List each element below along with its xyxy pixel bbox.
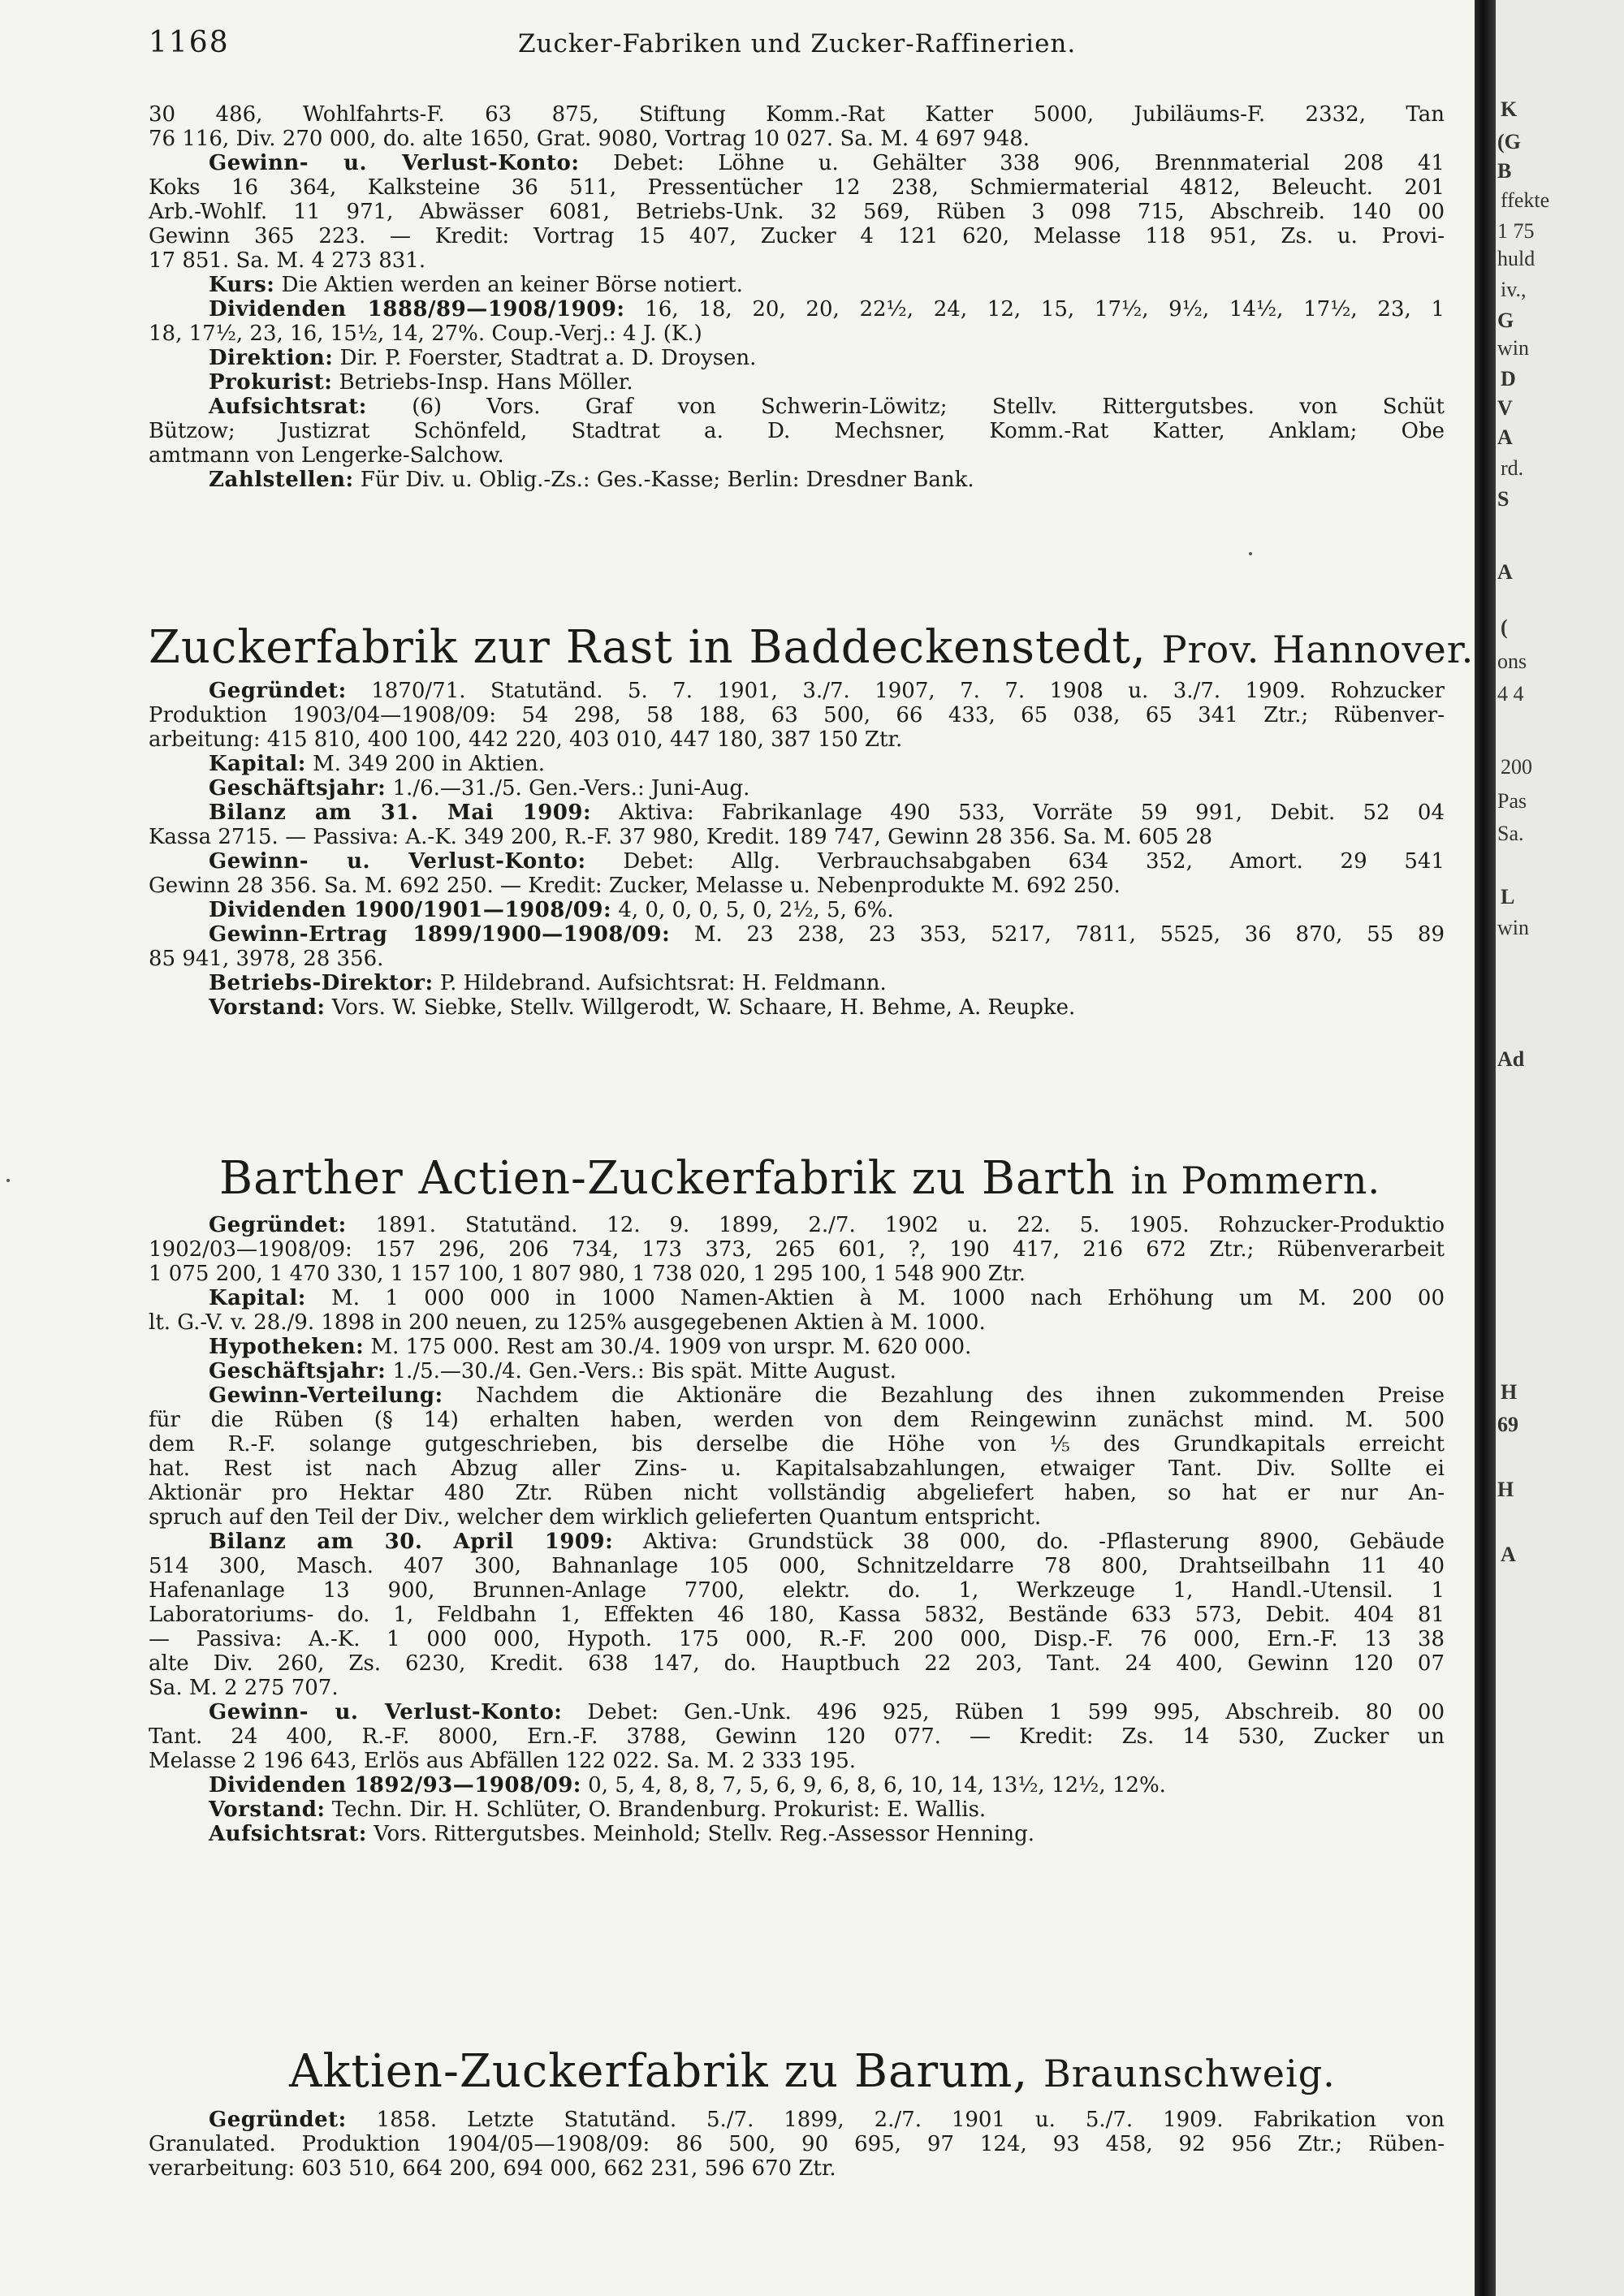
right-page-fragment: win <box>1497 916 1529 939</box>
field-key: Hypotheken: <box>209 1335 365 1359</box>
company-name: Zuckerfabrik zur Rast in Baddeckenstedt, <box>149 621 1147 674</box>
field-key: Bilanz am 30. April 1909: <box>209 1530 614 1554</box>
text-line: spruch auf den Teil der Div., welcher dem wirklich gelieferten Quantum entspricht. <box>149 1505 1042 1530</box>
text-line: Gewinn-Verteilung: Nachdem die Aktionäre die Bezahlung des ihnen zukommenden Preise <box>209 1383 1445 1408</box>
text-line: verarbeitung: 603 510, 664 200, 694 000, 662 231, 596 670 Ztr. <box>149 2156 836 2181</box>
text-line: Hafenanlage 13 900, Brunnen-Anlage 7700, elektr. do. 1, Werkzeuge 1, Handl.-Utensil. 1 <box>149 1578 1445 1603</box>
text-line: 1 075 200, 1 470 330, 1 157 100, 1 807 980, 1 738 020, 1 295 100, 1 548 900 Ztr. <box>149 1262 1026 1286</box>
field-key: Vorstand: <box>209 1798 326 1822</box>
print-speck <box>6 1179 10 1182</box>
text-line: Hypotheken: M. 175 000. Rest am 30./4. 1909 von urspr. M. 620 000. <box>209 1335 972 1359</box>
field-key: Gegründet: <box>209 2108 347 2132</box>
field-key: Gewinn- u. Verlust-Konto: <box>209 151 580 175</box>
text-line: Granulated. Produktion 1904/05—1908/09: 86 500, 90 695, 97 124, 93 458, 92 956 Ztr.; Rüben- <box>149 2132 1445 2156</box>
text-line: Gewinn 365 223. — Kredit: Vortrag 15 407, Zucker 4 121 620, Melasse 118 951, Zs. u. Provi- <box>149 224 1445 248</box>
text-line: Dividenden 1900/1901—1908/09: 4, 0, 0, 0, 5, 0, 2½, 5, 6%. <box>209 898 894 922</box>
text-line: Koks 16 364, Kalksteine 36 511, Pressentücher 12 238, Schmiermaterial 4812, Beleucht. 201 <box>149 175 1445 200</box>
text-line: Kurs: Die Aktien werden an keiner Börse notiert. <box>209 273 743 297</box>
text-line: Tant. 24 400, R.-F. 8000, Ern.-F. 3788, Gewinn 120 077. — Kredit: Zs. 14 530, Zucker un <box>149 1724 1445 1749</box>
text-line: alte Div. 260, Zs. 6230, Kredit. 638 147, do. Hauptbuch 22 203, Tant. 24 400, Gewinn 120 07 <box>149 1651 1445 1676</box>
right-page-fragment: (G <box>1497 130 1521 153</box>
right-page-fragment: rd. <box>1501 456 1524 480</box>
right-page-fragment: ffekte <box>1501 188 1550 212</box>
company-entry-rast <box>149 679 1445 1020</box>
right-page-fragment: A <box>1497 425 1513 449</box>
print-speck <box>1249 552 1252 555</box>
text-line: Gewinn 28 356. Sa. M. 692 250. — Kredit: Zucker, Melasse u. Nebenprodukte M. 692 250. <box>149 874 1121 898</box>
text-line: Vorstand: Techn. Dir. H. Schlüter, O. Brandenburg. Prokurist: E. Wallis. <box>209 1798 987 1822</box>
text-line: Geschäftsjahr: 1./6.—31./5. Gen.-Vers.: Juni-Aug. <box>209 776 750 801</box>
field-key: Gewinn- u. Verlust-Konto: <box>209 849 586 874</box>
text-line: Kassa 2715. — Passiva: A.-K. 349 200, R.-F. 37 980, Kredit. 189 747, Gewinn 28 356. Sa. M. 605 28 <box>149 825 1213 849</box>
right-page-fragment: G <box>1497 309 1514 332</box>
right-page-fragment: B <box>1497 159 1512 183</box>
first-company-continued <box>149 102 1445 492</box>
company-location: in Pommern. <box>1130 1159 1381 1202</box>
field-key: Dividenden 1888/89—1908/1909: <box>209 297 625 322</box>
text-line: 1902/03—1908/09: 157 296, 206 734, 173 373, 265 601, ?, 190 417, 216 672 Ztr.; Rübenverarbeit <box>149 1237 1445 1262</box>
right-page-fragment: huld <box>1497 247 1535 270</box>
text-line: Kapital: M. 349 200 in Aktien. <box>209 752 546 776</box>
text-line: Laboratoriums- do. 1, Feldbahn 1, Effekten 46 180, Kassa 5832, Bestände 633 573, Debit. 404 81 <box>149 1603 1445 1627</box>
field-key: Gewinn-Ertrag 1899/1900—1908/09: <box>209 922 671 947</box>
text-line: Gegründet: 1891. Statutänd. 12. 9. 1899, 2./7. 1902 u. 22. 5. 1905. Rohzucker-Produktio <box>209 1213 1445 1237</box>
field-key: Vorstand: <box>209 995 326 1020</box>
company-entry-barth <box>149 1213 1445 1846</box>
text-line: Gewinn- u. Verlust-Konto: Debet: Löhne u. Gehälter 338 906, Brennmaterial 208 41 <box>209 151 1445 175</box>
text-line: 514 300, Masch. 407 300, Bahnanlage 105 000, Schnitzeldarre 78 800, Drahtseilbahn 11 40 <box>149 1554 1445 1578</box>
text-line: Sa. M. 2 275 707. <box>149 1676 339 1700</box>
company-location: Braunschweig. <box>1043 2052 1336 2095</box>
company-title-barth <box>219 1153 1518 1206</box>
right-page-fragment: D <box>1501 367 1516 391</box>
text-line: arbeitung: 415 810, 400 100, 442 220, 403 010, 447 180, 387 150 Ztr. <box>149 727 903 752</box>
right-page-fragment: ons <box>1497 650 1527 673</box>
right-page-fragment: S <box>1497 487 1510 511</box>
page-header <box>149 26 1448 62</box>
text-line: Gewinn- u. Verlust-Konto: Debet: Allg. Verbrauchsabgaben 634 352, Amort. 29 541 <box>209 849 1445 874</box>
page-number: 1168 <box>149 26 230 59</box>
field-key: Aufsichtsrat: <box>209 1822 367 1846</box>
right-page-fragment: H <box>1497 1478 1514 1501</box>
text-line: Dividenden 1892/93—1908/09: 0, 5, 4, 8, 8, 7, 5, 6, 9, 6, 8, 6, 10, 14, 13½, 12½, 12%. <box>209 1773 1166 1798</box>
text-line: Prokurist: Betriebs-Insp. Hans Möller. <box>209 370 633 395</box>
field-key: Kapital: <box>209 1286 306 1310</box>
text-line: Gewinn- u. Verlust-Konto: Debet: Gen.-Unk. 496 925, Rüben 1 599 995, Abschreib. 80 00 <box>209 1700 1445 1724</box>
right-page-fragment: win <box>1497 336 1529 360</box>
text-line: Bilanz am 31. Mai 1909: Aktiva: Fabrikanlage 490 533, Vorräte 59 991, Debit. 52 04 <box>209 801 1445 825</box>
field-key: Gegründet: <box>209 1213 347 1237</box>
company-name: Aktien-Zuckerfabrik zu Barum, <box>289 2045 1029 2098</box>
text-line: 76 116, Div. 270 000, do. alte 1650, Grat. 9080, Vortrag 10 027. Sa. M. 4 697 948. <box>149 127 1030 151</box>
field-key: Kurs: <box>209 273 275 297</box>
right-page-fragment: Sa. <box>1497 822 1524 845</box>
text-line: hat. Rest ist nach Abzug aller Zins- u. Kapitalsabzahlungen, etwaiger Tant. Div. Sollte ei <box>149 1457 1445 1481</box>
text-line: Vorstand: Vors. W. Siebke, Stellv. Willgerodt, W. Schaare, H. Behme, A. Reupke. <box>209 995 1076 1020</box>
text-line: Direktion: Dir. P. Foerster, Stadtrat a. D. Droysen. <box>209 346 757 370</box>
field-key: Dividenden 1900/1901—1908/09: <box>209 898 612 922</box>
right-page-fragment: Pas <box>1497 789 1527 813</box>
right-page-edge <box>1496 0 1624 2296</box>
text-line: Arb.-Wohlf. 11 971, Abwässer 6081, Betriebs-Unk. 32 569, Rüben 3 098 715, Abschreib. 140 00 <box>149 200 1445 224</box>
right-page-fragment: Ad <box>1497 1047 1525 1071</box>
field-key: Geschäftsjahr: <box>209 1359 387 1383</box>
field-key: Gewinn-Verteilung: <box>209 1383 443 1408</box>
right-page-fragment: ( <box>1501 615 1508 639</box>
field-key: Prokurist: <box>209 370 333 395</box>
text-line: 85 941, 3978, 28 356. <box>149 947 384 971</box>
text-line: Dividenden 1888/89—1908/1909: 16, 18, 20, 20, 22½, 24, 12, 15, 17½, 9½, 14½, 17½, 23, 1 <box>209 297 1445 322</box>
right-page-fragment: 1 75 <box>1497 219 1535 243</box>
field-key: Kapital: <box>209 752 306 776</box>
right-page-fragment: L <box>1501 885 1515 908</box>
field-key: Betriebs-Direktor: <box>209 971 434 995</box>
text-line: Kapital: M. 1 000 000 in 1000 Namen-Aktien à M. 1000 nach Erhöhung um M. 200 00 <box>209 1286 1445 1310</box>
field-key: Gewinn- u. Verlust-Konto: <box>209 1700 563 1724</box>
book-gutter <box>1475 0 1496 2296</box>
text-line: 18, 17½, 23, 16, 15½, 14, 27%. Coup.-Verj.: 4 J. (K.) <box>149 322 702 346</box>
text-line: Aufsichtsrat: Vors. Rittergutsbes. Meinhold; Stellv. Reg.-Assessor Henning. <box>209 1822 1035 1846</box>
text-line: Melasse 2 196 643, Erlös aus Abfällen 122 022. Sa. M. 2 333 195. <box>149 1749 857 1773</box>
field-key: Direktion: <box>209 346 334 370</box>
right-page-fragment: iv., <box>1501 278 1527 301</box>
text-line: Bilanz am 30. April 1909: Aktiva: Grundstück 38 000, do. -Pflasterung 8900, Gebäude <box>209 1530 1445 1554</box>
text-line: lt. G.-V. v. 28./9. 1898 in 200 neuen, zu 125% ausgegebenen Aktien à M. 1000. <box>149 1310 986 1335</box>
right-page-fragment: K <box>1501 97 1518 121</box>
text-line: für die Rüben (§ 14) erhalten haben, werden von dem Reingewinn zunächst mind. M. 500 <box>149 1408 1445 1432</box>
text-line: — Passiva: A.-K. 1 000 000, Hypoth. 175 000, R.-F. 200 000, Disp.-F. 76 000, Ern.-F. 13 38 <box>149 1627 1445 1651</box>
text-line: amtmann von Lengerke-Salchow. <box>149 443 504 468</box>
text-line: Zahlstellen: Für Div. u. Oblig.-Zs.: Ges.-Kasse; Berlin: Dresdner Bank. <box>209 468 974 492</box>
text-line: Betriebs-Direktor: P. Hildebrand. Aufsichtsrat: H. Feldmann. <box>209 971 887 995</box>
company-title-barum <box>289 2046 1588 2100</box>
text-line: Produktion 1903/04—1908/09: 54 298, 58 188, 63 500, 66 433, 65 038, 65 341 Ztr.; Rübenver- <box>149 703 1445 727</box>
right-page-fragment: 4 4 <box>1497 682 1524 706</box>
company-location: Prov. Hannover. <box>1161 628 1475 671</box>
text-line: Geschäftsjahr: 1./5.—30./4. Gen.-Vers.: Bis spät. Mitte August. <box>209 1359 896 1383</box>
text-line: dem R.-F. solange gutgeschrieben, bis derselbe die Höhe von ⅕ des Grundkapitals erreicht <box>149 1432 1445 1457</box>
text-line: Aktionär pro Hektar 480 Ztr. Rüben nicht vollständig abgeliefert haben, so hat er nur An- <box>149 1481 1445 1505</box>
field-key: Bilanz am 31. Mai 1909: <box>209 801 592 825</box>
text-line: Aufsichtsrat: (6) Vors. Graf von Schwerin-Löwitz; Stellv. Rittergutsbes. von Schüt <box>209 395 1445 419</box>
company-name: Barther Actien-Zuckerfabrik zu Barth <box>219 1152 1116 1205</box>
field-key: Zahlstellen: <box>209 468 354 492</box>
right-page-fragment: 200 <box>1501 755 1532 779</box>
field-key: Dividenden 1892/93—1908/09: <box>209 1773 581 1798</box>
field-key: Gegründet: <box>209 679 347 703</box>
right-page-fragment: A <box>1497 560 1513 584</box>
company-title-rast <box>149 621 1475 675</box>
right-page-fragment: 69 <box>1497 1413 1518 1436</box>
right-page-fragment: A <box>1501 1543 1516 1566</box>
text-line: Bützow; Justizrat Schönfeld, Stadtrat a. D. Mechsner, Komm.-Rat Katter, Anklam; Obe <box>149 419 1445 443</box>
field-key: Geschäftsjahr: <box>209 776 387 801</box>
text-line: Gegründet: 1858. Letzte Statutänd. 5./7. 1899, 2./7. 1901 u. 5./7. 1909. Fabrikation von <box>209 2108 1445 2132</box>
right-page-fragment: V <box>1497 396 1513 420</box>
text-line: Gegründet: 1870/71. Statutänd. 5. 7. 1901, 3./7. 1907, 7. 7. 1908 u. 3./7. 1909. Rohzucker <box>209 679 1445 703</box>
running-title: Zucker-Fabriken und Zucker-Raffinerien. <box>518 29 1077 58</box>
text-line: Gewinn-Ertrag 1899/1900—1908/09: M. 23 238, 23 353, 5217, 7811, 5525, 36 870, 55 89 <box>209 922 1445 947</box>
text-line: 30 486, Wohlfahrts-F. 63 875, Stiftung Komm.-Rat Katter 5000, Jubiläums-F. 2332, Tan <box>149 102 1445 127</box>
text-line: 17 851. Sa. M. 4 273 831. <box>149 248 426 273</box>
company-entry-barum <box>149 2108 1445 2181</box>
field-key: Aufsichtsrat: <box>209 395 367 419</box>
right-page-fragment: H <box>1501 1380 1518 1404</box>
